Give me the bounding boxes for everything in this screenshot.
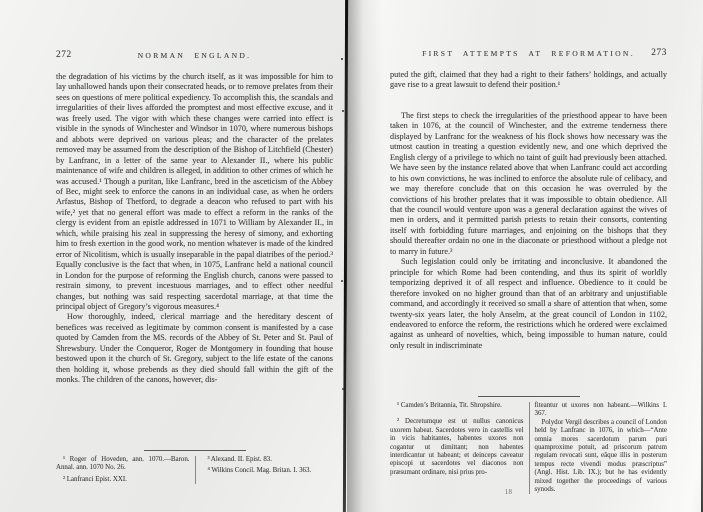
- footnote: ⁴ Wilkins Concil. Mag. Britan. I. 363.: [207, 467, 312, 475]
- footnote: ¹ Roger of Hoveden, ann. 1070.—Baron. Annal. ann. 1070 No. 26.: [56, 456, 190, 472]
- footnote-column: [390, 402, 529, 494]
- left-page-header: [56, 50, 333, 62]
- paragraph: The first steps to check the irregularities of the priesthood appear to have been taken in 1076, at the council of Winchester, and the extreme tenderness there displayed by Lanfranc for the weakness of his flock shows how necessary was the utmost caution in treating a question evidently new, and one which deprived the English clergy of a privilege to which no taint of guilt had previously been attached. We have seen by the instance related above that when Lanfranc could act according to his own convictions, he was inclined to enforce the absolute rule of celibacy, and we may therefore conclude that on this occasion he was overruled by the convictions of his brother prelates that it was impossible to obtain obedience. All that the council would venture upon was a general declaration against the wives of men in orders, and it permitted parish priests to retain their consorts, contenting itself with forbidding future marriages, and enjoining on the bishops that they should thereafter ordain no one in the diaconate or priesthood without a pledge not to marry in future.²: [390, 110, 667, 256]
- footnote: ² Lanfranci Epist. XXI.: [63, 475, 127, 483]
- footnote: ² Decretumque est ut nullus canonicus uxorem habeat. Sacerdotes vero in castellis vel in vicis habitantes, habentes uxores non cogantur ut dimittant; non habentes interdicantur ut habeant; et deinceps caveatur episcopi ut sacerdotes vel diaconos non præsumant ordinare, nisi prius pro-: [390, 418, 524, 476]
- footnote: ³ Alexand. II. Epist. 83.: [207, 456, 272, 463]
- footnote-rule: [478, 396, 580, 397]
- left-page: [0, 0, 346, 512]
- right-page: [346, 0, 703, 512]
- paragraph: Such legislation could only be irritating and inconclusive. It abandoned the principle for which Rome had been contending, and thus its spirit of worldly temporizing deprived it of all respect and influence. Obedience to it could be therefore invoked on no higher ground than that of an arbitrary and unjustifiable command, and accordingly it received so small a share of attention that when, some twenty-six years later, the holy Anselm, at the great council of London in 1102, endeavored to enforce the reform, the restrictions which he ordered were exclaimed against as unheard of novelties, which, being impossible to human nature, could only result in indiscriminate: [390, 257, 667, 350]
- printer-signature-mark: 18: [504, 489, 513, 496]
- footnote-rule: [144, 450, 246, 451]
- footnote-column: [195, 456, 334, 484]
- left-footnotes: [56, 456, 333, 484]
- gutter-shadow: [347, 0, 383, 512]
- scan-speck-artifacts: [341, 58, 343, 60]
- footnote-column: [56, 456, 195, 484]
- paragraph: the degradation of his victims by the church itself, as it was impossible for him to lay unhallowed hands upon their consecrated heads, or to remove prelates from their sees on questions of mere political expediency. To accomplish this, the scandals and irregularities of their lives afforded the promptest and most effective excuse, and it was freely used. The vigor with which these changes were carried into effect is visible in the synods of Winchester and Windsor in 1070, where numerous bishops and abbots were deprived on various pleas; and the character of the prelates removed may be assumed from the description of the Bishop of Litchfield (Chester) by Lanfranc, in a letter of the same year to Alexander II., where his public maintenance of wife and children is alleged, in addition to other crimes of which he was accused.¹ Though a puritan, like Lanfranc, bred in the asceticism of the Abbey of Bec, might seek to enforce the canons in an individual case, as when he orders Arfastus, Bishop of Thetford, to degrade a deacon who refused to part with his wife,² yet that no general effort was made to effect a reform in the ranks of the clergy is evident from an epistle addressed in 1071 to William by Alexander II., in which, while praising his zeal in suppressing the heresy of simony, and exhorting him to fresh exertion in the good work, no mention whatever is made of the kindred error of Nicolitism, which is usually inseparable in the papal diatribes of the period.³ Equally conclusive is the fact that when, in 1075, Lanfranc held a national council in London for the purpose of reforming the English church, canons were passed to restrain simony, to prevent incestuous marriages, and to effect other needful changes, but nothing was said respecting sacerdotal marriage, at that time the principal object of Gregory’s vigorous measures.⁴: [56, 72, 333, 311]
- paragraph: How thoroughly, indeed, clerical marriage and the hereditary descent of benefices was received as legitimate by common consent is manifested by a case quoted by Camden from the MS. records of the Abbey of St. Peter and St. Paul of Shrewsbury. Under the Conqueror, Roger de Montgomery in founding that house bestowed upon it the church of St. Gregory, subject to the life estate of the canons then holding it, whose prebends as they died should fall within the gift of the monks. The children of the canons, however, dis-: [56, 312, 333, 385]
- right-running-title: FIRST ATTEMPTS AT REFORMATION.: [422, 49, 635, 58]
- right-footnotes: [390, 402, 667, 494]
- paragraph: puted the gift, claimed that they had a right to their fathers’ holdings, and actually gave rise to a great lawsuit to defend their position.¹: [390, 70, 667, 90]
- left-page-number: 272: [56, 50, 72, 60]
- left-footnote-block: [56, 450, 333, 484]
- right-page-number: 273: [651, 48, 667, 58]
- right-page-header: [390, 48, 667, 60]
- right-footnote-block: [390, 396, 667, 494]
- left-running-title: NORMAN ENGLAND.: [137, 51, 252, 60]
- footnote-continuation: fiteantur ut uxores non habeant.—Wilkins I. 367.: [534, 402, 667, 418]
- left-page-text-block: [56, 50, 333, 386]
- footnote: Polydor Vergil describes a council of London held by Lanfranc in 1076, in which—“Ante omnia mores sacerdotum parum puri quamproxime potuit, ad priscorum patrum regulam revocati sunt, eâque illis in posterum tempus recte vivendi modus præscriptus” (Angl. Hist. Lib. IX.); but he has evidently mixed together the proceedings of various synods.: [534, 418, 667, 494]
- footnote-column: [529, 402, 668, 494]
- footnote: ¹ Camden’s Britannia, Tit. Shropshire.: [397, 402, 502, 409]
- right-page-text-block: [390, 48, 667, 351]
